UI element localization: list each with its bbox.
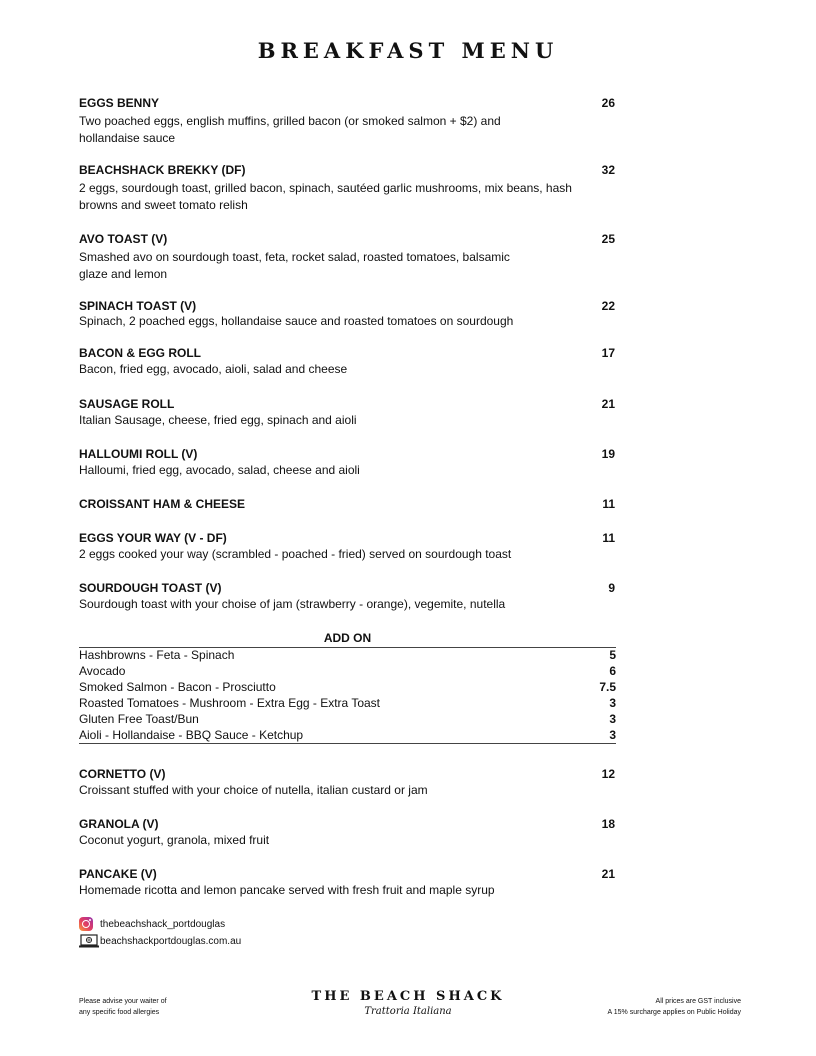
menu-item [79,447,615,479]
item-description: Smashed avo on sourdough toast, feta, rocket salad, roasted tomatoes, balsamic glaze and lemon [79,250,510,281]
price-notice [521,996,741,1018]
addon-price: 3 [609,712,616,726]
addon-price: 7.5 [599,680,616,694]
item-price: 12 [601,767,615,781]
item-description: Two poached eggs, english muffins, grilled bacon (or smoked salmon + $2) and hollandaise sauce [79,114,501,145]
addon-label: Smoked Salmon - Bacon - Prosciutto [79,680,276,694]
menu-item [79,867,615,899]
item-description: Italian Sausage, cheese, fried egg, spinach and aioli [79,413,357,427]
menu-item [79,346,615,378]
addon-heading: ADD ON [79,631,616,648]
item-name: SPINACH TOAST (V) [79,299,197,313]
item-name: HALLOUMI ROLL (V) [79,447,198,461]
item-name: PANCAKE (V) [79,867,157,881]
menu-item [79,96,615,147]
brand-subtitle: Trattoria Italiana [364,1006,452,1017]
addon-label: Roasted Tomatoes - Mushroom - Extra Egg - Extra Toast [79,696,381,710]
laptop-icon [79,934,99,948]
item-price: 32 [601,163,615,177]
menu-item [79,817,615,849]
menu-item [79,232,615,283]
item-name: AVO TOAST (V) [79,232,168,246]
item-price: 25 [601,232,615,246]
price-line: All prices are GST inclusive [655,998,741,1005]
instagram-link[interactable] [79,917,225,931]
addon-row [79,727,616,744]
menu-item [79,581,615,613]
item-name: BEACHSHACK BREKKY (DF) [79,163,246,177]
addon-row [79,695,616,711]
addon-row [79,663,616,679]
item-description: Coconut yogurt, granola, mixed fruit [79,833,270,847]
allergy-line: Please advise your waiter of [79,998,167,1005]
addon-price: 3 [609,728,616,742]
item-price: 11 [602,531,615,545]
item-price: 18 [601,817,615,831]
item-price: 21 [601,397,615,411]
menu-item [79,397,615,429]
item-description: 2 eggs, sourdough toast, grilled bacon, spinach, sautéed garlic mushrooms, mix beans, hash browns and sweet tomato relish [79,181,572,212]
addon-price: 3 [609,696,616,710]
website-link[interactable] [79,934,241,948]
item-price: 26 [601,96,615,110]
item-price: 11 [602,497,615,511]
addon-price: 6 [609,664,616,678]
item-price: 9 [608,581,615,595]
item-price: 21 [601,867,615,881]
item-name: SOURDOUGH TOAST (V) [79,581,222,595]
item-price: 19 [601,447,615,461]
menu-item [79,767,615,799]
menu-item [79,299,615,330]
price-line: A 15% surcharge applies on Public Holiday [607,1009,741,1016]
item-description: Croissant stuffed with your choice of nutella, italian custard or jam [79,783,428,797]
allergy-line: any specific food allergies [79,1009,160,1016]
item-price: 17 [601,346,615,360]
addon-label: Hashbrowns - Feta - Spinach [79,648,235,662]
item-name: CORNETTO (V) [79,767,166,781]
addon-row [79,679,616,695]
website-url: beachshackportdouglas.com.au [100,935,242,947]
addon-label: Gluten Free Toast/Bun [79,712,199,726]
item-description: Halloumi, fried egg, avocado, salad, cheese and aioli [79,463,360,477]
menu-title: BREAKFAST MENU [257,38,559,63]
addon-list [79,647,616,744]
item-description: Homemade ricotta and lemon pancake served with fresh fruit and maple syrup [79,883,495,897]
menu-item [79,531,615,563]
addon-label: Aioli - Hollandaise - BBQ Sauce - Ketchup [79,728,304,742]
menu-item [79,497,615,511]
instagram-handle: thebeachshack_portdouglas [100,918,226,930]
addon-row [79,711,616,727]
item-description: Bacon, fried egg, avocado, aioli, salad and cheese [79,362,348,376]
instagram-icon [79,917,93,931]
item-name: EGGS YOUR WAY (V - DF) [79,531,227,545]
addon-price: 5 [609,648,616,662]
item-name: SAUSAGE ROLL [79,397,175,411]
item-description: Spinach, 2 poached eggs, hollandaise sauce and roasted tomatoes on sourdough [79,314,514,328]
addon-row [79,647,616,663]
item-name: GRANOLA (V) [79,817,159,831]
menu-item [79,163,615,214]
item-name: EGGS BENNY [79,96,160,110]
item-name: CROISSANT HAM & CHEESE [79,497,246,511]
addon-label: Avocado [79,664,126,678]
item-price: 22 [601,299,615,313]
brand-name: THE BEACH SHACK [311,989,505,1004]
item-description: 2 eggs cooked your way (scrambled - poached - fried) served on sourdough toast [79,547,512,561]
item-description: Sourdough toast with your choise of jam (strawberry - orange), vegemite, nutella [79,597,506,611]
item-name: BACON & EGG ROLL [79,346,201,360]
